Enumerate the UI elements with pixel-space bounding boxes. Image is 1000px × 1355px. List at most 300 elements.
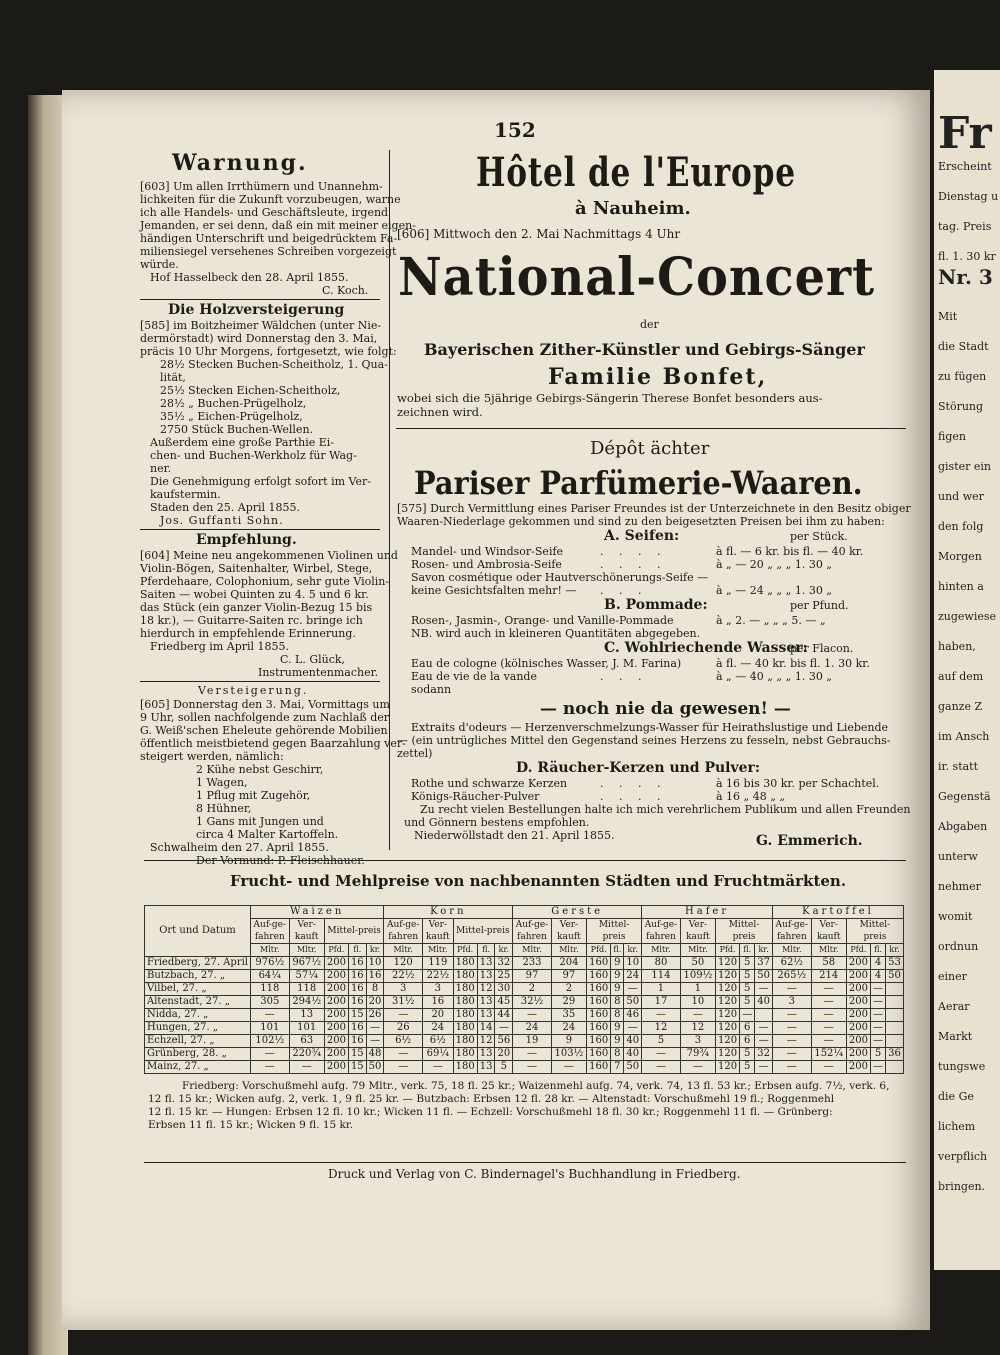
table-cell xyxy=(886,996,904,1009)
holz-line: 2750 Stück Buchen-Wellen. xyxy=(160,423,314,436)
table-row xyxy=(145,996,904,1009)
seifen-row-price: à „ — 24 „ „ „ 1. 30 „ xyxy=(716,584,833,597)
pommade-row: Rosen-, Jasmin-, Orange- und Vanille-Pommade xyxy=(411,614,674,627)
table-cell: — xyxy=(624,1022,642,1035)
holz-title: Die Holzversteigerung xyxy=(168,302,345,318)
table-cell: 29 xyxy=(551,996,586,1009)
unit-header: kr. xyxy=(886,944,904,957)
wasser-row: Eau de cologne (kölnisches Wasser, J. M. Farina) xyxy=(411,657,682,670)
table-cell: — xyxy=(680,1009,715,1022)
table-cell: 200 xyxy=(846,1035,870,1048)
table-cell: 3 xyxy=(680,1035,715,1048)
table-cell: 160 xyxy=(587,1061,611,1074)
unit-header: Pfd. xyxy=(846,944,870,957)
table-cell: 10 xyxy=(366,957,384,970)
table-cell: 120 xyxy=(716,983,740,996)
table-cell: — xyxy=(384,1009,423,1022)
table-cell: 200 xyxy=(846,983,870,996)
extraits-line: — (ein untrügliches Mittel den Gegenstand seines Herzens zu fesseln, nebst Gebrauchs- xyxy=(397,734,891,747)
table-cell: — xyxy=(871,1022,886,1035)
versteigerung-line: öffentlich meistbietend gegen Baarzahlung ver- xyxy=(140,737,406,750)
table-cell: 120 xyxy=(716,1022,740,1035)
table-cell: 13 xyxy=(477,1061,495,1074)
table-cell: 180 xyxy=(453,1009,477,1022)
table-cell: 9 xyxy=(611,1022,624,1035)
table-cell: 204 xyxy=(551,957,586,970)
table-cell: 200 xyxy=(324,1022,348,1035)
table-cell: 3 xyxy=(773,996,812,1009)
wasser-row: Eau de vie de la vande xyxy=(411,670,537,683)
wasser-row-dots: . . . xyxy=(600,670,648,683)
table-cell: 31½ xyxy=(384,996,423,1009)
table-cell: 32 xyxy=(755,1048,773,1061)
table-cell: 10 xyxy=(680,996,715,1009)
table-cell: 69¼ xyxy=(423,1048,454,1061)
table-cell: 200 xyxy=(846,957,870,970)
table-cell: 3 xyxy=(423,983,454,996)
table-cell: — xyxy=(384,1048,423,1061)
table-cell xyxy=(886,1035,904,1048)
table-cell: — xyxy=(423,1061,454,1074)
table-cell: 101 xyxy=(250,1022,289,1035)
holz-line: Außerdem eine große Parthie Ei- xyxy=(150,436,335,449)
table-cell: 120 xyxy=(716,1035,740,1048)
table-cell: 180 xyxy=(453,1022,477,1035)
table-cell: 14 xyxy=(477,1022,495,1035)
table-cell: 6 xyxy=(740,1022,755,1035)
adjacent-page-fragment: Morgen xyxy=(938,550,982,563)
table-cell: 5 xyxy=(740,996,755,1009)
adjacent-page-fragment: Nr. 3 xyxy=(938,265,993,289)
table-cell: — xyxy=(624,983,642,996)
table-cell: 12 xyxy=(477,983,495,996)
empfehlung-title: Empfehlung. xyxy=(196,532,297,548)
table-cell: 8 xyxy=(611,1009,624,1022)
table-cell: 5 xyxy=(871,1048,886,1061)
table-cell: 16 xyxy=(366,970,384,983)
table-cell: 26 xyxy=(384,1022,423,1035)
table-cell: 152¼ xyxy=(811,1048,846,1061)
empfehlung-line: hierdurch in empfehlende Erinnerung. xyxy=(140,627,356,640)
parfum-signature: G. Emmerich. xyxy=(756,833,863,849)
table-cell: — xyxy=(740,1009,755,1022)
holz-line: [585] im Boitzheimer Wäldchen (unter Nie- xyxy=(140,319,382,332)
sub-header: Auf-ge-fahren xyxy=(513,919,552,944)
table-cell: — xyxy=(366,1035,384,1048)
table-row xyxy=(145,970,904,983)
table-cell: — xyxy=(642,1009,681,1022)
table-cell: 160 xyxy=(587,1048,611,1061)
table-cell: — xyxy=(811,983,846,996)
grain-header: Waizen xyxy=(250,906,383,919)
unit-header: fl. xyxy=(348,944,366,957)
parfum-place: Niederwöllstadt den 21. April 1855. xyxy=(414,829,615,842)
sub-header: Mittel-preis xyxy=(453,919,513,944)
sub-header: Auf-ge-fahren xyxy=(250,919,289,944)
table-row xyxy=(145,1022,904,1035)
adjacent-page-fragment: auf dem xyxy=(938,670,984,683)
table-cell: 160 xyxy=(587,996,611,1009)
table-cell: 36 xyxy=(886,1048,904,1061)
unit-header: Pfd. xyxy=(453,944,477,957)
table-cell: — xyxy=(513,1061,552,1074)
table-cell: 79¾ xyxy=(680,1048,715,1061)
table-cell: 120 xyxy=(716,1061,740,1074)
table-cell: 200 xyxy=(324,970,348,983)
adjacent-page-fragment: nehmer xyxy=(938,880,981,893)
table-cell: 5 xyxy=(495,1061,513,1074)
warnung-line: [603] Um allen Irrthümern und Unannehm- xyxy=(140,180,383,193)
table-cell: 35 xyxy=(551,1009,586,1022)
grain-header: Gerste xyxy=(513,906,642,919)
imprint-rule xyxy=(144,1162,906,1163)
table-cell: 4 xyxy=(871,970,886,983)
sub-header: Ver-kauft xyxy=(680,919,715,944)
table-cell: 5 xyxy=(740,1048,755,1061)
table-cell: 120 xyxy=(716,996,740,1009)
table-cell: — xyxy=(773,1035,812,1048)
seifen-row-dots: . . . . xyxy=(600,545,667,558)
table-cell: 200 xyxy=(324,1035,348,1048)
table-cell: 63 xyxy=(289,1035,324,1048)
seifen-row-price: à „ — 20 „ „ „ 1. 30 „ xyxy=(716,558,833,571)
table-cell: — xyxy=(773,1022,812,1035)
table-cell: 62½ xyxy=(773,957,812,970)
table-cell: — xyxy=(871,1009,886,1022)
adjacent-page-fragment: Aerar xyxy=(938,1000,970,1013)
table-cell: 200 xyxy=(846,1048,870,1061)
table-cell: 16 xyxy=(348,1035,366,1048)
table-cell: 24 xyxy=(423,1022,454,1035)
table-row xyxy=(145,957,904,970)
table-cell: 56 xyxy=(495,1035,513,1048)
unit-header: kr. xyxy=(755,944,773,957)
grain-header: Korn xyxy=(384,906,513,919)
table-cell: 114 xyxy=(642,970,681,983)
row-place: Butzbach, 27. „ xyxy=(145,970,251,983)
pommade-heading: B. Pommade: xyxy=(604,597,708,613)
holz-line: präcis 10 Uhr Morgens, fortgesetzt, wie folgt: xyxy=(140,345,397,358)
table-cell: — xyxy=(366,1022,384,1035)
pommade-heading-unit: per Pfund. xyxy=(790,599,849,612)
table-cell: 13 xyxy=(289,1009,324,1022)
table-cell: 200 xyxy=(324,996,348,1009)
table-cell xyxy=(886,1022,904,1035)
table-cell: 200 xyxy=(324,983,348,996)
raeucher-row-dots: . . . . xyxy=(600,777,667,790)
unit-header: fl. xyxy=(611,944,624,957)
table-cell: — xyxy=(871,996,886,1009)
versteigerung-item: 2 Kühe nebst Geschirr, xyxy=(196,763,324,776)
price-note: Erbsen 11 fl. 15 kr.; Wicken 9 fl. 15 kr. xyxy=(148,1119,354,1131)
table-cell: 120 xyxy=(384,957,423,970)
table-cell xyxy=(886,983,904,996)
adjacent-page xyxy=(934,70,1000,1270)
sub-header: Auf-ge-fahren xyxy=(384,919,423,944)
table-cell: 180 xyxy=(453,1061,477,1074)
table-cell: 101 xyxy=(289,1022,324,1035)
table-cell: 180 xyxy=(453,1035,477,1048)
parfum-intro-line: [575] Durch Vermittlung eines Pariser Freundes ist der Unterzeichnete in den Besitz obiger xyxy=(397,502,911,515)
unit-header: kr. xyxy=(495,944,513,957)
table-cell: 57¼ xyxy=(289,970,324,983)
row-place: Vilbel, 27. „ xyxy=(145,983,251,996)
row-place: Echzell, 27. „ xyxy=(145,1035,251,1048)
table-cell: 200 xyxy=(846,1061,870,1074)
table-cell: 9 xyxy=(611,1035,624,1048)
table-cell: 13 xyxy=(477,970,495,983)
adjacent-page-fragment: ir. statt xyxy=(938,760,979,773)
adjacent-page-fragment: im Ansch xyxy=(938,730,990,743)
adjacent-page-fragment: fl. 1. 30 kr xyxy=(938,250,996,263)
table-cell: 10 xyxy=(624,957,642,970)
table-cell: 5 xyxy=(740,983,755,996)
warnung-line: miliensiegel versehenes Schreiben vorgezeigt xyxy=(140,245,397,258)
imprint: Druck und Verlag von C. Bindernagel's Buchhandlung in Friedberg. xyxy=(328,1167,741,1181)
adjacent-page-fragment: zugewiese xyxy=(938,610,997,623)
table-cell: 200 xyxy=(846,1022,870,1035)
table-cell: 200 xyxy=(324,957,348,970)
table-cell: — xyxy=(811,1022,846,1035)
seifen-heading-unit: per Stück. xyxy=(790,530,848,543)
empfehlung-signature: C. L. Glück, xyxy=(280,653,346,666)
table-cell: 16 xyxy=(348,970,366,983)
holz-line: 28½ „ Buchen-Prügelholz, xyxy=(160,397,307,410)
table-cell: 48 xyxy=(366,1048,384,1061)
sub-header: Ver-kauft xyxy=(811,919,846,944)
wasser-row: sodann xyxy=(411,683,452,696)
unit-header: kr. xyxy=(366,944,384,957)
table-cell: 30 xyxy=(495,983,513,996)
adjacent-page-fragment: zu fügen xyxy=(938,370,987,383)
adjacent-page-fragment: haben, xyxy=(938,640,976,653)
row-place: Grünberg, 28. „ xyxy=(145,1048,251,1061)
raeucher-row-price: à 16 bis 30 kr. per Schachtel. xyxy=(716,777,880,790)
holz-line: 25½ Stecken Eichen-Scheitholz, xyxy=(160,384,341,397)
table-cell: 180 xyxy=(453,983,477,996)
table-cell: — xyxy=(773,1061,812,1074)
adjacent-page-fragment: die Ge xyxy=(938,1090,974,1103)
holz-line: dermörstadt) wird Donnerstag den 3. Mai, xyxy=(140,332,378,345)
sub-header: Mittel-preis xyxy=(324,919,384,944)
table-cell: — xyxy=(513,1009,552,1022)
table-cell: 53 xyxy=(886,957,904,970)
adjacent-page-fragment: ganze Z xyxy=(938,700,983,713)
price-note: 12 fl. 15 kr. — Hungen: Erbsen 12 fl. 10 kr.; Wicken 11 fl. — Echzell: Vorschußmehl 18 fl. 30 kr.; Roggenmehl 11 fl. — Grünberg: xyxy=(148,1106,833,1118)
table-cell: 233 xyxy=(513,957,552,970)
table-cell: 8 xyxy=(611,1048,624,1061)
parfum-headline: Pariser Parfümerie-Waaren. xyxy=(414,464,863,502)
table-cell: — xyxy=(680,1061,715,1074)
adjacent-page-fragment: gister ein xyxy=(938,460,992,473)
table-cell: 64¼ xyxy=(250,970,289,983)
table-cell: 5 xyxy=(642,1035,681,1048)
prices-title: Frucht- und Mehlpreise von nachbenannten Städten und Fruchtmärkten. xyxy=(230,872,847,890)
concert-line: zeichnen wird. xyxy=(397,405,483,419)
unit-header: Pfd. xyxy=(324,944,348,957)
sub-header: Ver-kauft xyxy=(289,919,324,944)
table-cell: 37 xyxy=(755,957,773,970)
table-cell: 9 xyxy=(611,983,624,996)
table-cell: 3 xyxy=(384,983,423,996)
table-cell xyxy=(886,1009,904,1022)
table-cell: 15 xyxy=(348,1061,366,1074)
table-cell: — xyxy=(250,1009,289,1022)
holz-signature: Jos. Guffanti Sohn. xyxy=(160,514,284,527)
adjacent-page-fragment: den folg xyxy=(938,520,984,533)
table-cell: 7 xyxy=(611,1061,624,1074)
seifen-row: Savon cosmétique oder Hautverschönerungs-Seife — xyxy=(411,571,709,584)
table-cell: — xyxy=(495,1022,513,1035)
table-cell: 180 xyxy=(453,1048,477,1061)
table-cell: 160 xyxy=(587,957,611,970)
unit-header: Mltr. xyxy=(513,944,552,957)
parfum-slogan: — noch nie da gewesen! — xyxy=(540,699,791,719)
holz-line: lität, xyxy=(160,371,186,384)
warnung-title: Warnung. xyxy=(172,150,308,176)
seifen-row: keine Gesichtsfalten mehr! — xyxy=(411,584,577,597)
table-cell: 160 xyxy=(587,970,611,983)
holz-line: kaufstermin. xyxy=(150,488,221,501)
versteigerung-line: 9 Uhr, sollen nachfolgende zum Nachlaß der xyxy=(140,711,390,724)
table-cell: 2 xyxy=(513,983,552,996)
holz-line: ner. xyxy=(150,462,172,475)
raeucher-heading: D. Räucher-Kerzen und Pulver: xyxy=(516,760,761,776)
table-cell: 120 xyxy=(716,970,740,983)
adjacent-page-fragment: Gegenstä xyxy=(938,790,991,803)
empfehlung-profession: Instrumentenmacher. xyxy=(258,666,379,679)
table-cell: 24 xyxy=(513,1022,552,1035)
table-cell: 8 xyxy=(366,983,384,996)
table-cell: 305 xyxy=(250,996,289,1009)
holz-line: 28½ Stecken Buchen-Scheitholz, 1. Qua- xyxy=(160,358,388,371)
adjacent-page-fragment: womit xyxy=(938,910,973,923)
table-cell xyxy=(755,1009,773,1022)
table-cell: 15 xyxy=(348,1048,366,1061)
table-cell: 22½ xyxy=(423,970,454,983)
sub-header: Mittel-preis xyxy=(716,919,773,944)
table-cell: 265½ xyxy=(773,970,812,983)
table-cell: 9 xyxy=(611,957,624,970)
table-cell: 80 xyxy=(642,957,681,970)
table-cell: — xyxy=(811,1009,846,1022)
seifen-heading: A. Seifen: xyxy=(604,528,680,544)
versteigerung-title: Versteigerung. xyxy=(198,684,309,697)
empfehlung-line: [604] Meine neu angekommenen Violinen und xyxy=(140,549,398,562)
adjacent-page-fragment: tag. Preis xyxy=(938,220,992,233)
table-cell: 40 xyxy=(755,996,773,1009)
holz-line: Die Genehmigung erfolgt sofort im Ver- xyxy=(150,475,371,488)
page-number: 152 xyxy=(494,118,536,142)
unit-header: Mltr. xyxy=(680,944,715,957)
table-cell: — xyxy=(250,1061,289,1074)
table-cell: 180 xyxy=(453,970,477,983)
divider xyxy=(140,299,380,300)
table-cell: 50 xyxy=(680,957,715,970)
table-cell: 200 xyxy=(846,970,870,983)
hotel-name: Hôtel de l'Europe xyxy=(476,149,796,196)
unit-header: Mltr. xyxy=(551,944,586,957)
empfehlung-line: Pferdehaare, Colophonium, sehr gute Violin- xyxy=(140,575,390,588)
table-cell: 12 xyxy=(642,1022,681,1035)
table-cell: 12 xyxy=(477,1035,495,1048)
divider xyxy=(140,681,380,682)
versteigerung-place: Schwalheim den 27. April 1855. xyxy=(150,841,329,854)
table-cell: 20 xyxy=(423,1009,454,1022)
versteigerung-item: circa 4 Malter Kartoffeln. xyxy=(196,828,339,841)
table-cell: — xyxy=(551,1061,586,1074)
table-cell: 26 xyxy=(366,1009,384,1022)
table-cell: — xyxy=(773,1048,812,1061)
table-cell: 20 xyxy=(366,996,384,1009)
adjacent-page-fragment: Markt xyxy=(938,1030,973,1043)
table-cell: 24 xyxy=(624,970,642,983)
versteigerung-line: [605] Donnerstag den 3. Mai, Vormittags um xyxy=(140,698,390,711)
concert-artists: Bayerischen Zither-Künstler und Gebirgs-Sänger xyxy=(424,340,865,359)
sub-header: Auf-ge-fahren xyxy=(642,919,681,944)
price-table xyxy=(144,905,904,1074)
table-cell: 6½ xyxy=(384,1035,423,1048)
adjacent-page-fragment: und wer xyxy=(938,490,984,503)
table-cell: 118 xyxy=(250,983,289,996)
table-cell: — xyxy=(773,1009,812,1022)
table-cell: 200 xyxy=(324,1061,348,1074)
table-cell: 160 xyxy=(587,983,611,996)
raeucher-row: Königs-Räucher-Pulver xyxy=(411,790,540,803)
table-cell: 160 xyxy=(587,1022,611,1035)
versteigerung-signature: Der Vormund: P. Fleischhauer. xyxy=(196,854,365,867)
table-cell: 16 xyxy=(423,996,454,1009)
parfum-intro-line: Waaren-Niederlage gekommen und sind zu den beigesetzten Preisen bei ihm zu haben: xyxy=(397,515,885,528)
table-cell: 13 xyxy=(477,1009,495,1022)
empfehlung-line: Saiten — wobei Quinten zu 4. 5 und 6 kr. xyxy=(140,588,369,601)
table-row xyxy=(145,1061,904,1074)
table-cell: — xyxy=(289,1061,324,1074)
table-cell: 20 xyxy=(495,1048,513,1061)
divider xyxy=(396,428,906,429)
table-cell: 119 xyxy=(423,957,454,970)
table-cell: 103½ xyxy=(551,1048,586,1061)
adjacent-page-fragment: bringen. xyxy=(938,1180,986,1193)
seifen-row: Rosen- und Ambrosia-Seife xyxy=(411,558,562,571)
row-place: Altenstadt, 27. „ xyxy=(145,996,251,1009)
table-cell: 200 xyxy=(324,1009,348,1022)
pommade-row-price: à „ 2. — „ „ „ 5. — „ xyxy=(716,614,826,627)
table-cell: — xyxy=(642,1048,681,1061)
seifen-row: Mandel- und Windsor-Seife xyxy=(411,545,564,558)
table-cell: — xyxy=(811,1061,846,1074)
table-cell: 40 xyxy=(624,1035,642,1048)
concert-line: wobei sich die 5jährige Gebirgs-Sängerin Therese Bonfet besonders aus- xyxy=(397,391,823,405)
table-cell: 97 xyxy=(513,970,552,983)
unit-header: Mltr. xyxy=(423,944,454,957)
table-cell: 120 xyxy=(716,1048,740,1061)
parfum-depot: Dépôt ächter xyxy=(590,438,710,459)
unit-header: fl. xyxy=(740,944,755,957)
unit-header: fl. xyxy=(871,944,886,957)
unit-header: Mltr. xyxy=(811,944,846,957)
table-cell: 120 xyxy=(716,1009,740,1022)
table-cell: — xyxy=(811,1035,846,1048)
table-cell: 120 xyxy=(716,957,740,970)
table-cell: 160 xyxy=(587,1009,611,1022)
table-cell: 50 xyxy=(366,1061,384,1074)
table-cell: — xyxy=(755,1035,773,1048)
empfehlung-place: Friedberg im April 1855. xyxy=(150,640,290,653)
table-cell: 9 xyxy=(611,970,624,983)
table-cell: 214 xyxy=(811,970,846,983)
extraits-line: zettel) xyxy=(397,747,433,760)
